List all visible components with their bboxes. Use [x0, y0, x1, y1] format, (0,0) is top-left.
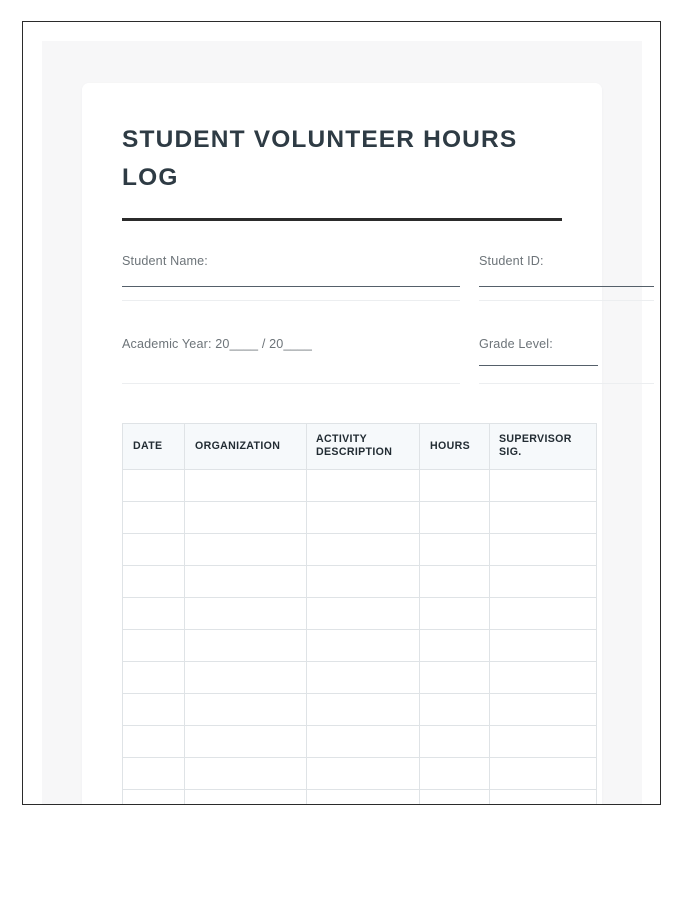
table-cell[interactable]	[307, 758, 420, 790]
table-row	[123, 758, 597, 790]
table-cell[interactable]	[490, 566, 597, 598]
table-cell[interactable]	[420, 662, 490, 694]
academic-year-label: Academic Year: 20____ / 20____	[122, 337, 313, 351]
table-cell[interactable]	[185, 758, 307, 790]
table-cell[interactable]	[307, 790, 420, 806]
table-cell[interactable]	[123, 534, 185, 566]
table-cell[interactable]	[490, 598, 597, 630]
table-cell[interactable]	[185, 790, 307, 806]
table-cell[interactable]	[490, 758, 597, 790]
form-row-identity	[122, 253, 562, 336]
table-cell[interactable]	[185, 726, 307, 758]
student-name-guideline	[122, 300, 460, 301]
academic-year-guideline	[122, 383, 460, 384]
table-cell[interactable]	[307, 566, 420, 598]
column-header-hours: HOURS	[420, 424, 490, 470]
academic-year-field[interactable]	[122, 336, 312, 352]
page-title: STUDENT VOLUNTEER HOURS LOG	[122, 126, 518, 191]
table-cell[interactable]	[185, 662, 307, 694]
table-body	[123, 470, 597, 806]
column-header-activity-description: ACTIVITY DESCRIPTION	[307, 424, 420, 470]
table-cell[interactable]	[307, 630, 420, 662]
form-fields	[122, 253, 562, 419]
table-cell[interactable]	[490, 726, 597, 758]
student-id-field[interactable]	[479, 253, 544, 269]
table-row	[123, 694, 597, 726]
document-sheet	[82, 83, 602, 805]
student-name-writeline	[122, 286, 460, 287]
table-cell[interactable]	[185, 630, 307, 662]
table-cell[interactable]	[185, 470, 307, 502]
table-cell[interactable]	[123, 662, 185, 694]
table-row	[123, 790, 597, 806]
title-divider	[122, 218, 562, 221]
column-header-organization: ORGANIZATION	[185, 424, 307, 470]
table-header-row	[123, 424, 597, 470]
table-cell[interactable]	[185, 598, 307, 630]
volunteer-hours-table	[122, 423, 597, 805]
table-cell[interactable]	[307, 598, 420, 630]
grade-level-guideline	[479, 383, 654, 384]
table-row	[123, 726, 597, 758]
table-cell[interactable]	[490, 790, 597, 806]
table-cell[interactable]	[307, 470, 420, 502]
table-cell[interactable]	[420, 502, 490, 534]
grade-level-label: Grade Level:	[479, 337, 553, 351]
table-cell[interactable]	[185, 694, 307, 726]
table-cell[interactable]	[185, 502, 307, 534]
table-cell[interactable]	[420, 630, 490, 662]
table-row	[123, 534, 597, 566]
table-cell[interactable]	[490, 662, 597, 694]
column-header-date: DATE	[123, 424, 185, 470]
table-cell[interactable]	[420, 534, 490, 566]
table-cell[interactable]	[123, 726, 185, 758]
table-row	[123, 566, 597, 598]
table-row	[123, 470, 597, 502]
student-name-label: Student Name:	[122, 254, 208, 268]
table-cell[interactable]	[123, 758, 185, 790]
student-name-field[interactable]	[122, 253, 208, 269]
table-cell[interactable]	[420, 790, 490, 806]
table-row	[123, 502, 597, 534]
table-cell[interactable]	[123, 502, 185, 534]
table-cell[interactable]	[490, 502, 597, 534]
column-header-supervisor-sig: SUPERVISOR SIG.	[490, 424, 597, 470]
table-cell[interactable]	[307, 726, 420, 758]
table-cell[interactable]	[123, 566, 185, 598]
table-cell[interactable]	[123, 598, 185, 630]
student-id-writeline	[479, 286, 654, 287]
table-row	[123, 662, 597, 694]
table-cell[interactable]	[123, 790, 185, 806]
table-cell[interactable]	[420, 470, 490, 502]
sheet-content	[82, 83, 602, 805]
table-cell[interactable]	[490, 534, 597, 566]
table-cell[interactable]	[185, 534, 307, 566]
table-row	[123, 598, 597, 630]
student-id-guideline	[479, 300, 654, 301]
table-cell[interactable]	[123, 694, 185, 726]
table-cell[interactable]	[307, 694, 420, 726]
document-viewport	[22, 21, 661, 805]
grade-level-field[interactable]	[479, 336, 553, 352]
table-cell[interactable]	[307, 502, 420, 534]
table-cell[interactable]	[420, 694, 490, 726]
table-cell[interactable]	[420, 758, 490, 790]
table-cell[interactable]	[490, 694, 597, 726]
form-row-academic	[122, 336, 562, 419]
table-cell[interactable]	[307, 662, 420, 694]
table-header	[123, 424, 597, 470]
table-cell[interactable]	[307, 534, 420, 566]
table-cell[interactable]	[123, 630, 185, 662]
table-cell[interactable]	[420, 726, 490, 758]
grade-level-writeline	[479, 365, 598, 366]
table-cell[interactable]	[490, 470, 597, 502]
table-cell[interactable]	[123, 470, 185, 502]
table-cell[interactable]	[185, 566, 307, 598]
table-cell[interactable]	[490, 630, 597, 662]
table-cell[interactable]	[420, 598, 490, 630]
table-cell[interactable]	[420, 566, 490, 598]
table-row	[123, 630, 597, 662]
student-id-label: Student ID:	[479, 254, 544, 268]
